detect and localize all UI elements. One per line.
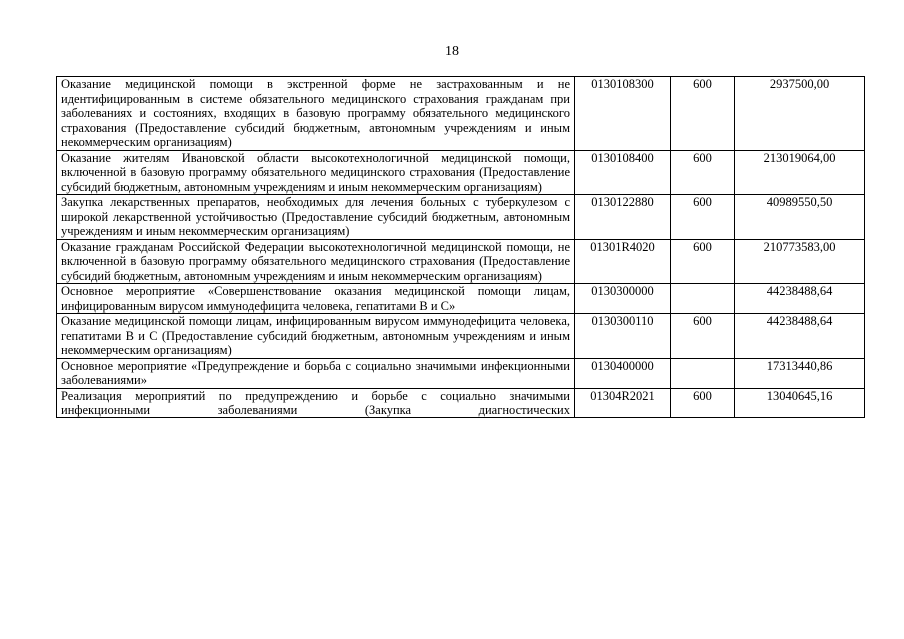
row-name: Оказание гражданам Российской Федерации высокотехнологичной медицинской помощи, не включенной в базовую программу обязательного медицинского страхования (Предоставление субсидий бюджетным, автономным учреждениям и иным некоммерческим организациям): [57, 239, 575, 284]
row-type: 600: [671, 239, 735, 284]
budget-table: [56, 76, 865, 418]
row-type: 600: [671, 314, 735, 359]
row-type: 600: [671, 77, 735, 151]
row-sum: 17313440,86: [735, 358, 865, 388]
row-sum: 13040645,16: [735, 388, 865, 417]
table-row: [57, 388, 865, 417]
row-sum: 40989550,50: [735, 195, 865, 240]
row-code: 0130122880: [575, 195, 671, 240]
row-sum: 2937500,00: [735, 77, 865, 151]
table-row: [57, 239, 865, 284]
row-code: 0130108300: [575, 77, 671, 151]
row-type: [671, 358, 735, 388]
row-sum: 210773583,00: [735, 239, 865, 284]
row-code: 01304R2021: [575, 388, 671, 417]
row-name: Закупка лекарственных препаратов, необходимых для лечения больных с туберкулезом с широкой лекарственной устойчивостью (Предоставление субсидий бюджетным, автономным учреждениям и иным некоммерческим организациям): [57, 195, 575, 240]
table-row: [57, 195, 865, 240]
row-name: [57, 388, 575, 417]
row-code: 0130400000: [575, 358, 671, 388]
row-type: 600: [671, 150, 735, 195]
row-type: 600: [671, 195, 735, 240]
row-name: Оказание жителям Ивановской области высокотехнологичной медицинской помощи, включенной в базовую программу обязательного медицинского страхования (Предоставление субсидий бюджетным, автономным учреждениям и иным некоммерческим организациям): [57, 150, 575, 195]
page-number: 18: [445, 44, 459, 59]
row-code: 0130300000: [575, 284, 671, 314]
row-name: Основное мероприятие «Предупреждение и борьба с социально значимыми инфекционными заболеваниями»: [57, 358, 575, 388]
row-code: 01301R4020: [575, 239, 671, 284]
row-name: Оказание медицинской помощи в экстренной форме не застрахованным и не идентифицированным в системе обязательного медицинского страхования гражданам при заболеваниях и состояниях, входящих в базовую программу обязательного медицинского страхования (Предоставление субсидий бюджетным, автономным учреждениям и иным некоммерческим организациям): [57, 77, 575, 151]
row-sum: 44238488,64: [735, 314, 865, 359]
row-code: 0130300110: [575, 314, 671, 359]
table-row: [57, 284, 865, 314]
row-code: 0130108400: [575, 150, 671, 195]
row-type: [671, 284, 735, 314]
row-sum: 44238488,64: [735, 284, 865, 314]
table-row: [57, 358, 865, 388]
row-sum: 213019064,00: [735, 150, 865, 195]
table-row: [57, 77, 865, 151]
table-row: [57, 314, 865, 359]
table-row: [57, 150, 865, 195]
row-name: Основное мероприятие «Совершенствование оказания медицинской помощи лицам, инфицированным вирусом иммунодефицита человека, гепатитами В и С»: [57, 284, 575, 314]
row-name: Оказание медицинской помощи лицам, инфицированным вирусом иммунодефицита человека, гепатитами В и С (Предоставление субсидий бюджетным, автономным учреждениям и иным некоммерческим организациям): [57, 314, 575, 359]
row-type: 600: [671, 388, 735, 417]
row-name-text: Реализация мероприятий по предупреждению и борьбе с социально значимыми инфекционными заболеваниями (Закупка диагностических: [61, 388, 570, 417]
